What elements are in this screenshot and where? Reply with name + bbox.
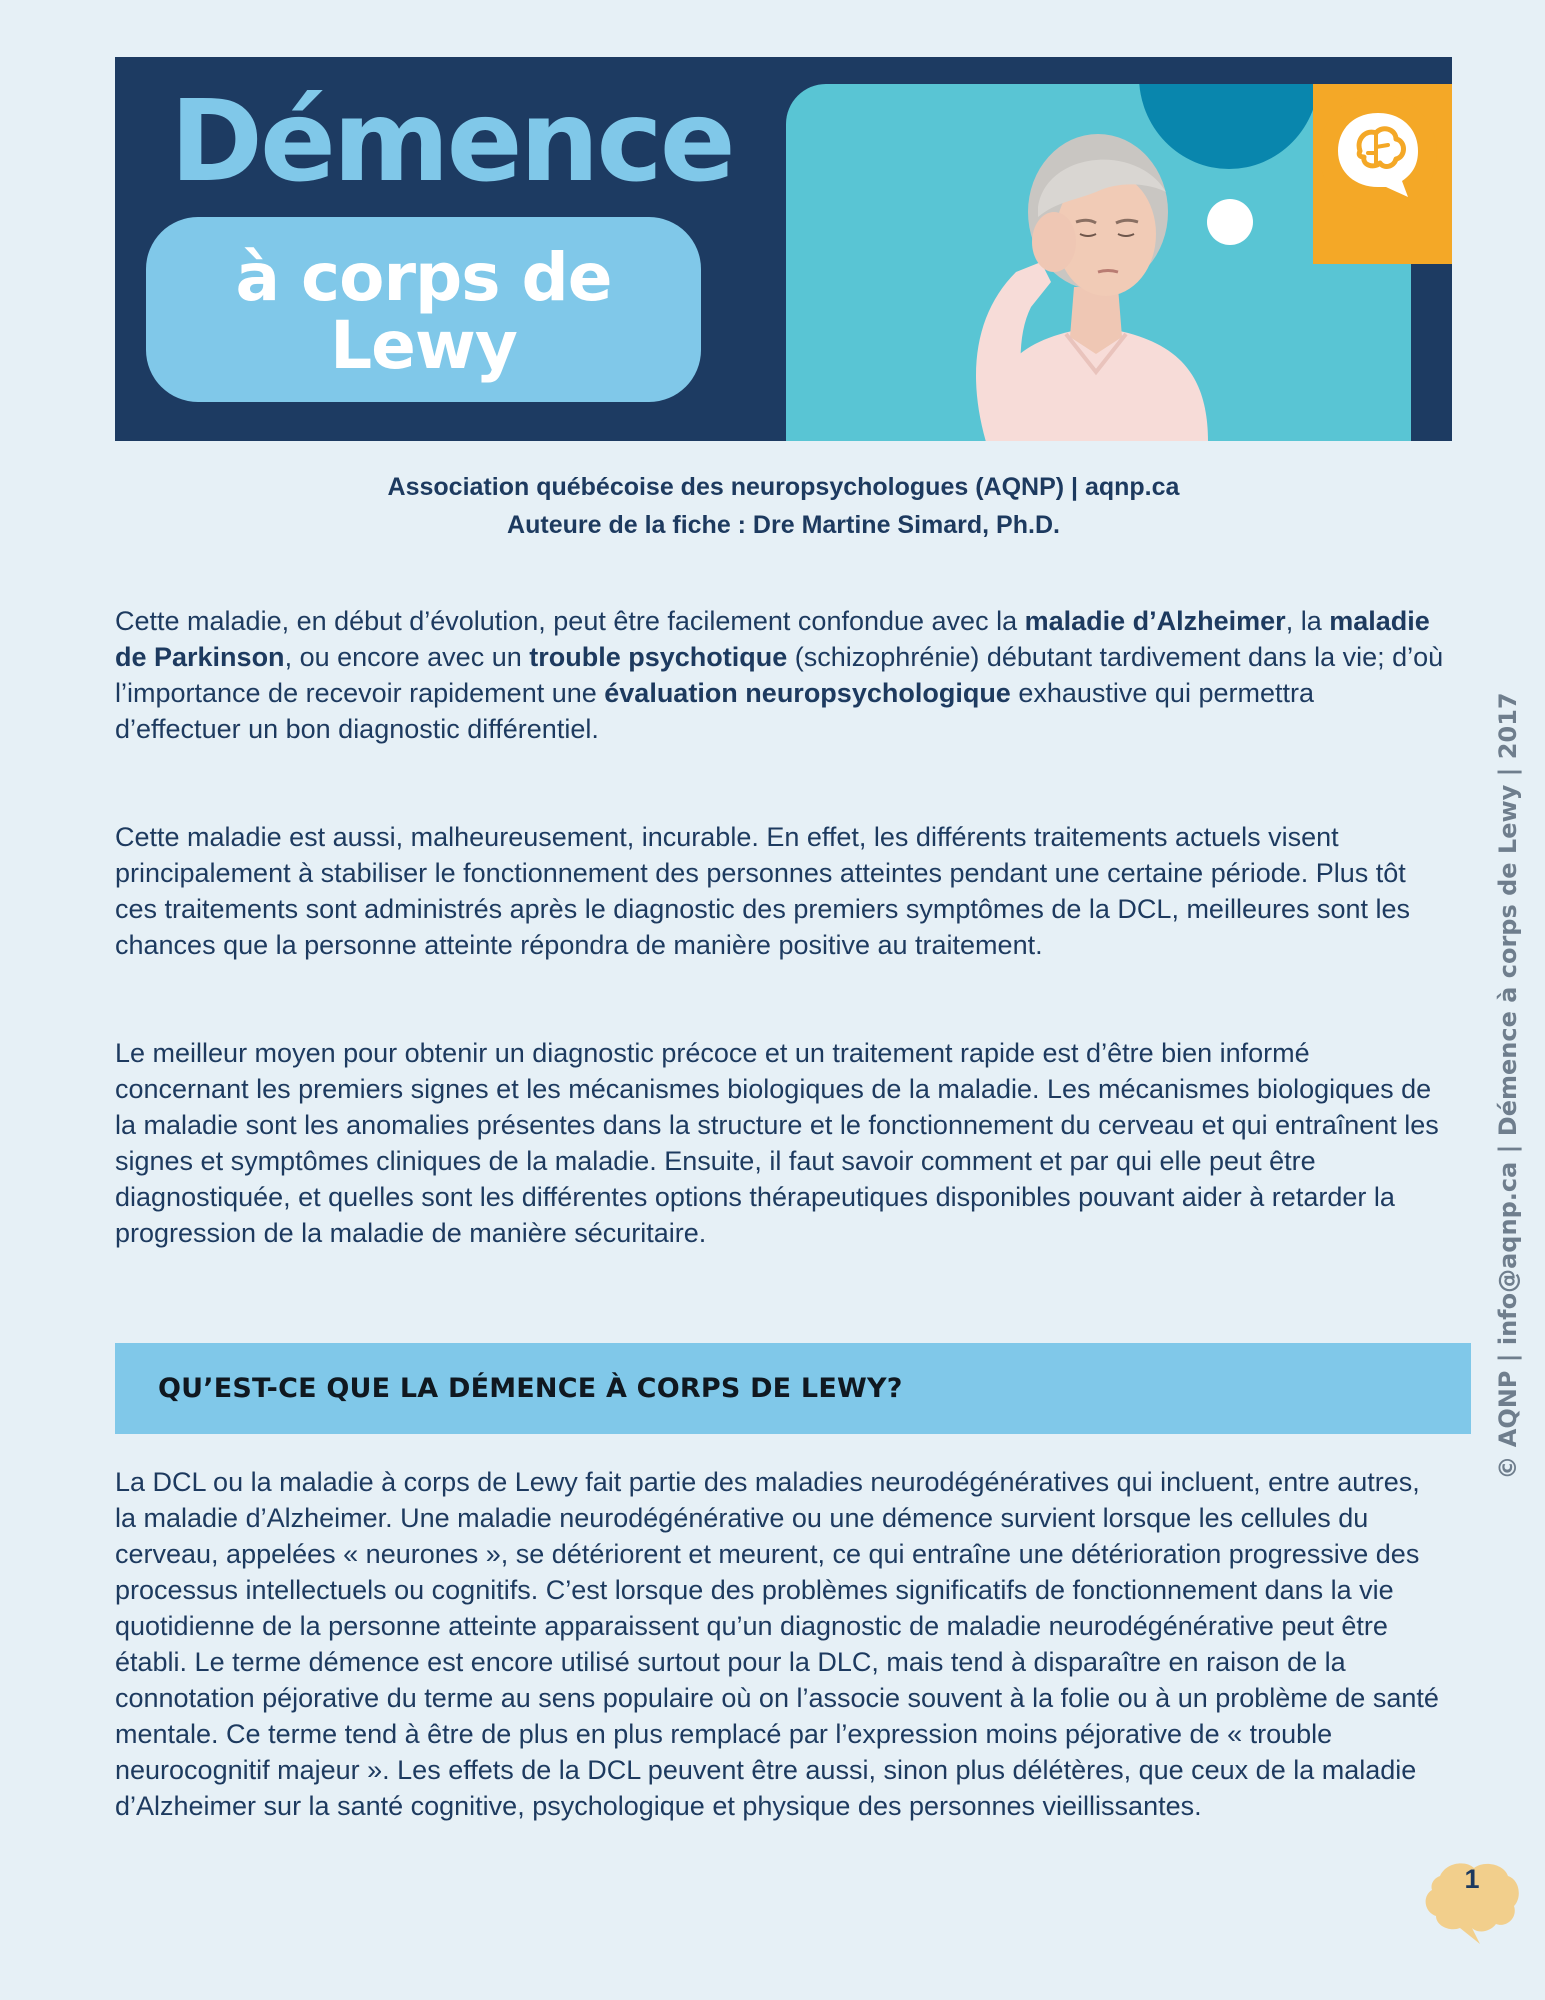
section-heading: QU’EST-CE QUE LA DÉMENCE À CORPS DE LEWY? (158, 1373, 903, 1404)
incurable-paragraph: Cette maladie est aussi, malheureusement, incurable. En effet, les différents traitements actuels visent principalement à stabiliser le fonctionnement des personnes atteintes pendant une certaine période. Plus tôt ces traitements sont administrés après le diagnostic des premiers symptômes de la DCL, meilleures sont les chances que la personne atteinte répondra de manière positive au traitement. (115, 822, 1411, 960)
definition-paragraph: La DCL ou la maladie à corps de Lewy fait partie des maladies neurodégénératives qui incluent, entre autres, la maladie d’Alzheimer. Une maladie neurodégénérative ou une démence survient lorsque les cellules du cerveau, appelées « neurones », se détériorent et meurent, ce qui entraîne une détérioration progressive des processus intellectuels ou cognitifs. C’est lorsque des problèmes significatifs de fonctionnement dans la vie quotidienne de la personne atteinte apparaissent qu’un diagnostic de maladie neurodégénérative peut être établi. Le terme démence est encore utilisé surtout pour la DLC, mais tend à disparaître en raison de la connotation péjorative du terme au sens populaire où on l’associe souvent à la folie ou à un problème de santé mentale. Ce terme tend à être de plus en plus remplacé par l’expression moins péjorative de « trouble neurocognitif majeur ». Les effets de la DCL peuvent être aussi, sinon plus délétères, que ceux de la maladie d’Alzheimer sur la santé cognitive, psychologique et physique des personnes vieillissantes. (115, 1467, 1439, 1821)
banner-subtitle-pill (146, 217, 701, 402)
byline-association: Association québécoise des neuropsychologues (AQNP) | aqnp.ca (387, 473, 1180, 501)
intro-paragraph (115, 603, 1445, 747)
banner-title: Démence (170, 77, 733, 207)
text-run: exhaustive qui permettra d’effectuer un bon diagnostic différentiel. (115, 678, 1314, 744)
emphasis-term: évaluation neuropsychologique (604, 678, 1011, 708)
woman-photo (946, 122, 1246, 441)
emphasis-term: maladie d’Alzheimer (1024, 606, 1286, 636)
text-run: , ou encore avec un (284, 642, 530, 672)
early-diagnosis-paragraph: Le meilleur moyen pour obtenir un diagnostic précoce et un traitement rapide est d’être bien informé concernant les premiers signes et les mécanismes biologiques de la maladie. Les mécanismes biologiques de la maladie sont les anomalies présentes dans la structure et le fonctionnement du cerveau et qui entraînent les signes et symptômes cliniques de la maladie. Ensuite, il faut savoir comment et par qui elle peut être diagnostiquée, et quelles sont les différentes options thérapeutiques disponibles pouvant aider à retarder la progression de la maladie de manière sécuritaire. (115, 1038, 1439, 1248)
section-heading-bar (115, 1343, 1471, 1434)
text-run: , la (1285, 606, 1330, 636)
aqnp-logo (1319, 94, 1437, 212)
byline (115, 468, 1452, 544)
side-copyright-note: © AQNP | info@aqnp.ca | Démence à corps de Lewy | 2017 (1494, 692, 1522, 1480)
header-banner (115, 57, 1452, 441)
text-run: Cette maladie, en début d’évolution, peut être facilement confondue avec la (115, 606, 1025, 636)
brain-speech-bubble-icon (1330, 105, 1426, 201)
text-run: (schizophrénie) débutant tardivement dans la vie; d’où l’importance de recevoir rapidement une (115, 642, 1444, 708)
page-number: 1 (1464, 1864, 1480, 1894)
emphasis-term: trouble psychotique (529, 642, 788, 672)
emphasis-term: maladie de Parkinson (115, 606, 1430, 672)
byline-author: Auteure de la fiche : Dre Martine Simard, Ph.D. (507, 511, 1060, 539)
banner-subtitle: à corps de Lewy (235, 239, 612, 384)
